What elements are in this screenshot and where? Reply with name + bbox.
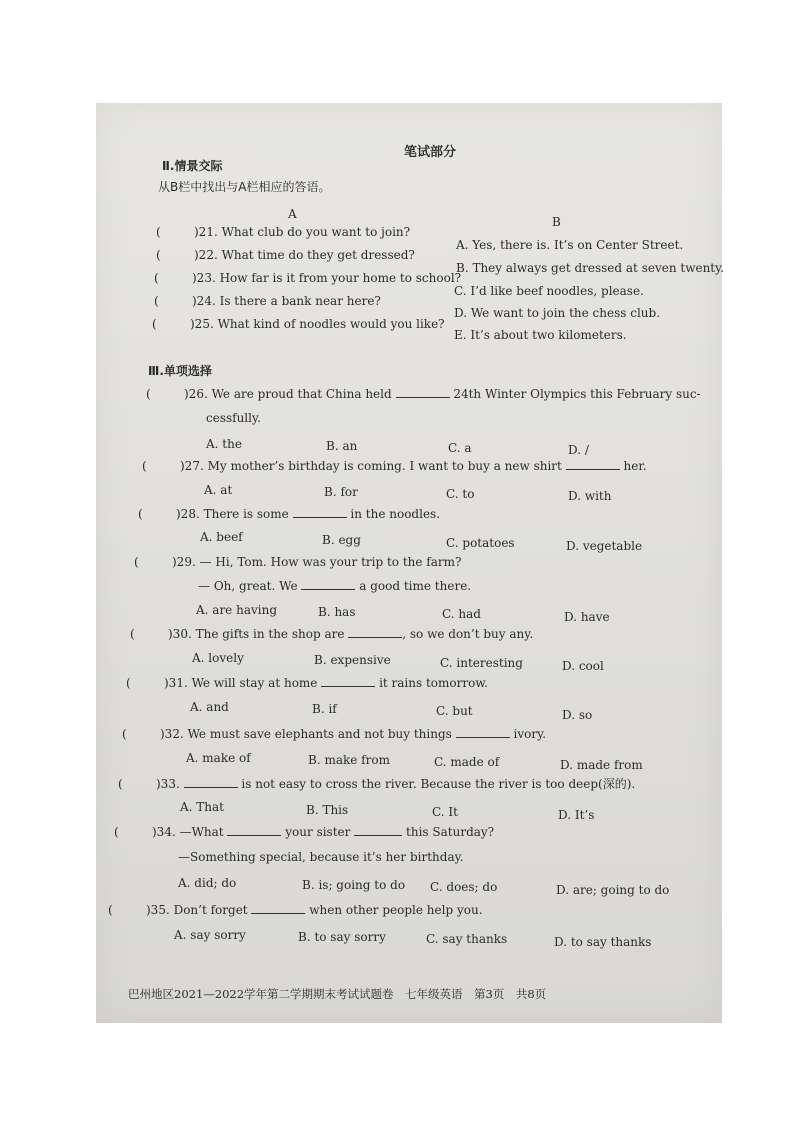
answer-blank — [184, 777, 238, 788]
q32-option-d: D. made from — [560, 758, 643, 772]
q26-option-d: D. / — [568, 443, 589, 457]
q29-option-d: D. have — [564, 610, 610, 624]
question-34-reply: —Something special, because it’s her birthday. — [178, 850, 464, 864]
question-27: ( )27. My mother’s birthday is coming. I want to buy a new shirt her. — [142, 459, 647, 473]
q28-option-b: B. egg — [322, 533, 361, 547]
question-31: ( )31. We will stay at home it rains tomorrow. — [126, 676, 488, 690]
question-35: ( )35. Don’t forget when other people help you. — [108, 903, 483, 917]
q32-option-c: C. made of — [434, 755, 500, 769]
question-23: ( )23. How far is it from your home to school? — [154, 271, 462, 285]
column-a-label: A — [288, 207, 297, 221]
answer-blank — [251, 903, 305, 914]
q34-option-a: A. did; do — [178, 876, 237, 890]
answer-d: D. We want to join the chess club. — [454, 306, 661, 320]
question-29-reply: — Oh, great. We a good time there. — [198, 579, 472, 593]
answer-blank — [354, 825, 402, 836]
question-30: ( )30. The gifts in the shop are , so we don’t buy any. — [130, 627, 534, 641]
section2-heading: Ⅱ.情景交际 — [162, 159, 223, 173]
q34-option-b: B. is; going to do — [302, 878, 406, 892]
answer-c: C. I’d like beef noodles, please. — [454, 284, 644, 298]
answer-a: A. Yes, there is. It’s on Center Street. — [456, 238, 684, 252]
answer-b: B. They always get dressed at seven twenty. — [456, 261, 725, 275]
answer-blank — [348, 627, 402, 638]
q32-option-b: B. make from — [308, 753, 390, 767]
q33-option-b: B. This — [306, 803, 349, 817]
q27-option-a: A. at — [204, 483, 233, 497]
exam-page — [96, 103, 725, 1023]
q29-option-a: A. are having — [196, 603, 278, 617]
q35-option-c: C. say thanks — [426, 932, 508, 946]
q32-option-a: A. make of — [186, 751, 251, 765]
q27-option-b: B. for — [324, 485, 358, 499]
q35-option-b: B. to say sorry — [298, 930, 386, 944]
q30-option-d: D. cool — [562, 659, 604, 673]
q29-option-b: B. has — [318, 605, 356, 619]
q28-option-a: A. beef — [200, 530, 243, 544]
answer-blank — [456, 727, 510, 738]
question-21: ( )21. What club do you want to join? — [156, 225, 411, 239]
question-25: ( )25. What kind of noodles would you like? — [152, 317, 445, 331]
section2-instruction: 从B栏中找出与A栏相应的答语。 — [158, 180, 331, 194]
column-b-label: B — [552, 215, 561, 229]
q31-option-a: A. and — [190, 700, 229, 714]
answer-blank — [321, 676, 375, 687]
answer-blank — [293, 507, 347, 518]
q26-option-a: A. the — [206, 437, 242, 451]
question-32: ( )32. We must save elephants and not buy things ivory. — [122, 727, 547, 741]
q35-option-a: A. say sorry — [174, 928, 246, 942]
q34-option-d: D. are; going to do — [556, 883, 670, 897]
question-33: ( )33. is not easy to cross the river. Because the river is too deep(深的). — [118, 777, 636, 791]
question-26-continuation: cessfully. — [206, 411, 261, 425]
question-26: ( )26. We are proud that China held 24th Winter Olympics this February suc- — [146, 387, 701, 401]
question-34: ( )34. —What your sister this Saturday? — [114, 825, 495, 839]
q33-option-d: D. It’s — [558, 808, 595, 822]
page-footer: 巴州地区2021—2022学年第二学期期末考试试题卷 七年级英语 第3页 共8页 — [128, 987, 547, 1001]
q33-option-c: C. It — [432, 805, 458, 819]
q33-option-a: A. That — [180, 800, 225, 814]
answer-blank — [301, 579, 355, 590]
question-22: ( )22. What time do they get dressed? — [156, 248, 415, 262]
q31-option-b: B. if — [312, 702, 337, 716]
section3-heading: Ⅲ.单项选择 — [148, 364, 212, 378]
q27-option-c: C. to — [446, 487, 475, 501]
q30-option-c: C. interesting — [440, 656, 523, 670]
question-28: ( )28. There is some in the noodles. — [138, 507, 441, 521]
q26-option-c: C. a — [448, 441, 472, 455]
q30-option-a: A. lovely — [192, 651, 244, 665]
q34-option-c: C. does; do — [430, 880, 498, 894]
q28-option-d: D. vegetable — [566, 539, 643, 553]
q28-option-c: C. potatoes — [446, 536, 515, 550]
page-title: 笔试部分 — [404, 145, 457, 160]
answer-blank — [227, 825, 281, 836]
answer-e: E. It’s about two kilometers. — [454, 328, 627, 342]
q29-option-c: C. had — [442, 607, 481, 621]
q30-option-b: B. expensive — [314, 653, 391, 667]
q35-option-d: D. to say thanks — [554, 935, 652, 949]
question-29: ( )29. — Hi, Tom. How was your trip to the farm? — [134, 555, 462, 569]
question-24: ( )24. Is there a bank near here? — [154, 294, 381, 308]
answer-blank — [396, 387, 450, 398]
q31-option-c: C. but — [436, 704, 473, 718]
q31-option-d: D. so — [562, 708, 593, 722]
answer-blank — [566, 459, 620, 470]
q26-option-b: B. an — [326, 439, 358, 453]
q27-option-d: D. with — [568, 489, 612, 503]
